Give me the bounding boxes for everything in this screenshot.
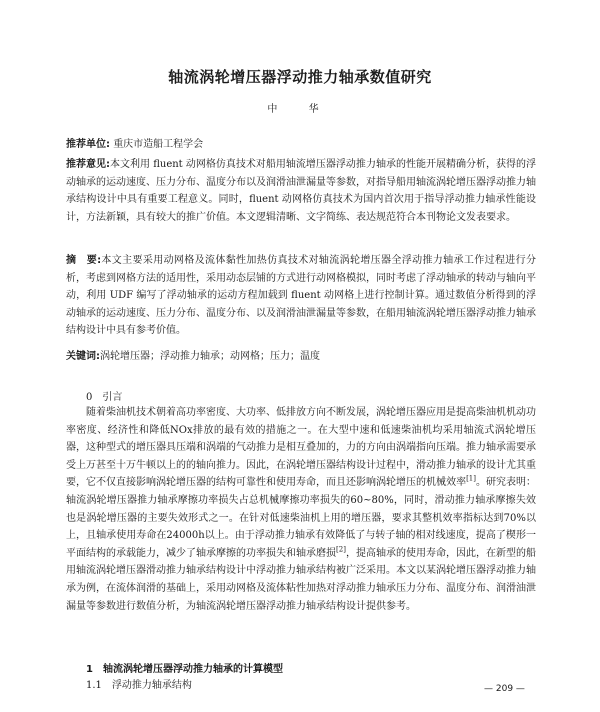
section-1-1-title: 浮动推力轴承结构 bbox=[111, 680, 192, 691]
page-number: — 209 — bbox=[484, 684, 525, 694]
recommendation-label: 推荐意见: bbox=[66, 159, 111, 170]
recommender-block bbox=[66, 136, 536, 154]
introduction-paragraph bbox=[66, 404, 536, 615]
abstract-label: 摘 要: bbox=[66, 255, 102, 266]
intro-text-part3: ，提高轴承的使用寿命，因此，在新型的船用轴流涡轮增压器滑动推力轴承结构设计中浮动推力轴承结构被广泛采用。本文以某涡轮增压器浮动推力轴承为例，在流体润滑的基础上，采用动网格及流体粘性加热对浮动推力轴承压力分布、温度分布、润滑油泄漏量等参数进行数值分析，为轴流涡轮增压器浮动推力轴承结构设计提供参考。 bbox=[66, 547, 537, 612]
section-1-1-heading bbox=[86, 676, 192, 691]
keywords-label: 关键词: bbox=[66, 351, 100, 362]
reference-2: [2] bbox=[336, 545, 346, 554]
recommender-value: 重庆市造船工程学会 bbox=[113, 139, 204, 150]
section-1-1-number: 1.1 bbox=[86, 680, 102, 691]
recommendation-block bbox=[66, 156, 536, 226]
reference-1: [1] bbox=[466, 475, 476, 484]
section-1-number: 1 bbox=[86, 664, 93, 675]
recommendation-text: 本文利用 fluent 动网格仿真技术对船用轴流增压器浮动推力轴承的性能开展精确分析，获得的浮动轴承的运动速度、压力分布、温度分布以及润滑油泄漏量等参数，对指导船用轴流涡轮增压器浮动推力轴承结构设计中具有重要工程意义。同时，fluent 动网格仿真技术为国内首次用于指导浮动推力轴承性能设计，方法新颖，具有较大的推广价值。本文逻辑清晰、文字简练、表达规范符合本刊物论文发表要求。 bbox=[66, 159, 536, 223]
intro-text-part1: 随着柴油机技术朝着高功率密度、大功率、低排放方向不断发展，涡轮增压器应用是提高柴油机机动功率密度、经济性和降低NOx排放的最有效的措施之一。在大型中速和低速柴油机均采用轴流式涡轮增压器，这种型式的增压器具压端和涡端的气动推力是相互叠加的，力的方向由涡端指向压端。推力轴承需要承受上万甚至十万牛顿以上的的轴向推力。因此，在涡轮增压器结构设计过程中，滑动推力轴承的设计尤其重要，它不仅直接影响涡轮增压器的结构可靠性和使用寿命，而且还影响涡轮增压的机械效率 bbox=[66, 407, 536, 489]
section-1-heading bbox=[86, 660, 283, 675]
keywords-block bbox=[66, 348, 536, 366]
keywords-text: 涡轮增压器；浮动推力轴承；动网格；压力；温度 bbox=[100, 351, 320, 362]
abstract-block bbox=[66, 252, 536, 340]
abstract-text: 本文主要采用动网格及流体黏性加热仿真技术对轴流涡轮增压器全浮动推力轴承工作过程进行分析，考虑到网格方法的适用性，采用动态层铺的方式进行动网格模拟，同时考虑了浮动轴承的转动与轴向平动，利用 UDF 编写了浮动轴承的运动方程加载到 fluent 动网格上进行控制计算。通过数值分析得到的浮动轴承的运动速度、压力分布、温度分布、以及润滑油泄漏量等参数，在船用轴流涡轮增压器浮动推力轴承结构设计中具有参考价值。 bbox=[66, 255, 537, 337]
section-0-heading bbox=[86, 388, 122, 403]
section-0-title: 引言 bbox=[102, 392, 123, 403]
recommender-label: 推荐单位: bbox=[66, 139, 110, 150]
section-1-title: 轴流涡轮增压器浮动推力轴承的计算模型 bbox=[102, 664, 283, 675]
section-0-number: 0 bbox=[86, 392, 93, 403]
intro-text-part2: 。研究表明：轴流涡轮增压器推力轴承摩擦功率损失占总机械摩擦功率损失的60~80%，同时，滑动推力轴承摩擦失效也是涡轮增压器的主要失效形式之一。在针对低速柴油机上用的增压器，要求其整机效率指标达到70%以上，且轴承使用寿命在24000h以上。由于浮动推力轴承有效降低了与转子轴的相对线速度，提高了楔形一平面结构的承载能力，减少了轴承摩擦的功率损失和轴承磨损 bbox=[66, 477, 537, 559]
author-name: 中 华 bbox=[267, 104, 333, 115]
paper-title: 轴流涡轮增压器浮动推力轴承数值研究 bbox=[168, 68, 432, 86]
